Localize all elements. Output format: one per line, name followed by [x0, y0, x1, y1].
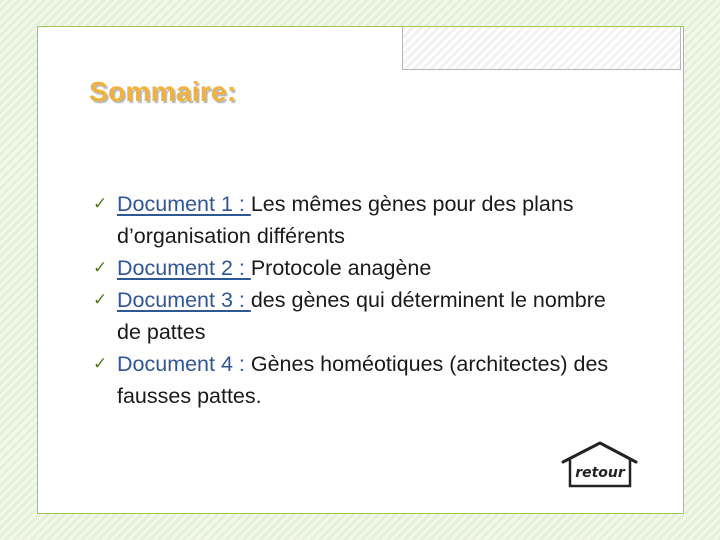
document-4-link[interactable]: Document 4 :: [117, 352, 251, 376]
list-item: [86, 348, 626, 412]
document-3-text: des gènes qui déterminent le nombre de pattes: [117, 288, 606, 344]
list-item: [86, 188, 626, 252]
document-2-text: Protocole anagène: [250, 256, 432, 280]
house-icon: [560, 440, 638, 492]
slide-title: Sommaire:: [89, 76, 237, 107]
document-1-link[interactable]: Document 1 :: [117, 192, 251, 216]
checkmark-icon: ✓: [93, 194, 108, 213]
list-item: [86, 284, 626, 348]
retour-button[interactable]: [560, 440, 638, 492]
document-2-link[interactable]: Document 2 :: [117, 256, 251, 280]
decorative-band: [402, 27, 681, 70]
checkmark-icon: ✓: [93, 290, 108, 309]
document-list: [86, 188, 626, 412]
checkmark-icon: ✓: [93, 354, 108, 373]
document-1-text: Les mêmes gènes pour des plans d’organisation différents: [117, 192, 574, 248]
checkmark-icon: ✓: [93, 258, 108, 277]
list-item: [86, 252, 626, 284]
retour-label: retour: [575, 465, 625, 481]
document-4-text: Gènes homéotiques (architectes) des fausses pattes.: [117, 352, 609, 408]
document-3-link[interactable]: Document 3 :: [117, 288, 251, 312]
